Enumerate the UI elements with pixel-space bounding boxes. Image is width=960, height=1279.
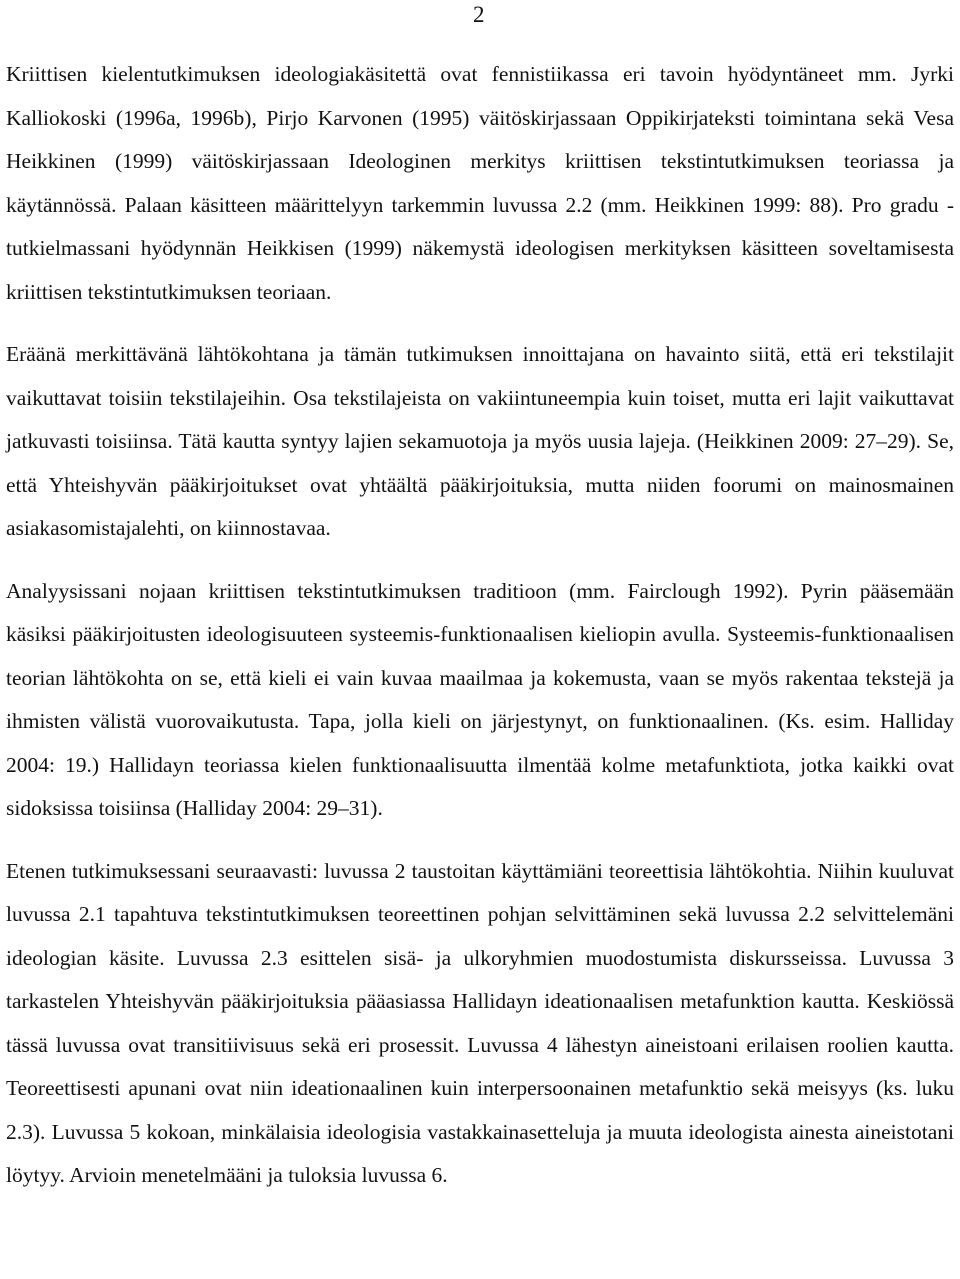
paragraph-spacer [6, 831, 954, 850]
page-number: 2 [473, 2, 485, 27]
body-text [6, 53, 954, 1198]
paragraph-thesis-structure: Etenen tutkimuksessani seuraavasti: luvussa 2 taustoitan käyttämiäni teoreettisia lähtökohtia. Niihin kuuluvat luvussa 2.1 tapahtuva tekstintutkimuksen teoreettinen pohjan selvittäminen sekä luvussa 2.2 selvittelemäni ideologian käsite. Luvussa 2.3 esittelen sisä- ja ulkoryhmien muodostumista diskursseissa. Luvussa 3 tarkastelen Yhteishyvän pääkirjoituksia pääasiassa Hallidayn ideationaalisen metafunktion kautta. Keskiössä tässä luvussa ovat transitiivisuus sekä eri prosessit. Luvussa 4 lähestyn aineistoani erilaisen roolien kautta. Teoreettisesti apunani ovat niin ideationaalinen kuin interpersoonainen metafunktio sekä meisyys (ks. luku 2.3). Luvussa 5 kokoan, minkälaisia ideologisia vastakkainasetteluja ja muuta ideologista ainesta aineistotani löytyy. Arvioin menetelmääni ja tuloksia luvussa 6. [6, 858, 954, 1187]
paragraph-text-genres: Eräänä merkittävänä lähtökohtana ja tämän tutkimuksen innoittajana on havainto siitä, että eri tekstilajit vaikuttavat toisiin tekstilajeihin. Osa tekstilajeista on vakiintuneempia kuin toiset, mutta eri lajit vaikuttavat jatkuvasti toisiinsa. Tätä kautta syntyy lajien sekamuotoja ja myös uusia lajeja. (Heikkinen 2009: 27–29). Se, että Yhteishyvän pääkirjoitukset ovat yhtäältä pääkirjoituksia, mutta niiden foorumi on mainosmainen asiakasomistajalehti, on kiinnostavaa. [6, 342, 954, 540]
paragraph-analysis-method: Analyysissani nojaan kriittisen tekstintutkimuksen traditioon (mm. Fairclough 1992). Pyrin pääsemään käsiksi pääkirjoitusten ideologisuuteen systeemis-funktionaalisen kieliopin avulla. Systeemis-funktionaalisen teorian lähtökohta on se, että kieli ei vain kuvaa maailmaa ja kokemusta, vaan se myös rakentaa tekstejä ja ihmisten välistä vuorovaikutusta. Tapa, jolla kieli on järjestynyt, on funktionaalinen. (Ks. esim. Halliday 2004: 19.) Hallidayn teoriassa kielen funktionaalisuutta ilmentää kolme metafunktiota, jotka kaikki ovat sidoksissa toisiinsa (Halliday 2004: 29–31). [6, 578, 954, 820]
paragraph-spacer [6, 314, 954, 333]
paragraph-spacer [6, 551, 954, 570]
paragraph-ideology-concept: Kriittisen kielentutkimuksen ideologiakäsitettä ovat fennistiikassa eri tavoin hyödyntäneet mm. Jyrki Kalliokoski (1996a, 1996b), Pirjo Karvonen (1995) väitöskirjassaan Oppikirjateksti toimintana sekä Vesa Heikkinen (1999) väitöskirjassaan Ideologinen merkitys kriittisen tekstintutkimuksen teoriassa ja käytännössä. Palaan käsitteen määrittelyyn tarkemmin luvussa 2.2 (mm. Heikkinen 1999: 88). Pro gradu -tutkielmassani hyödynnän Heikkisen (1999) näkemystä ideologisen merkityksen käsitteen soveltamisesta kriittisen tekstintutkimuksen teoriaan. [6, 62, 954, 304]
